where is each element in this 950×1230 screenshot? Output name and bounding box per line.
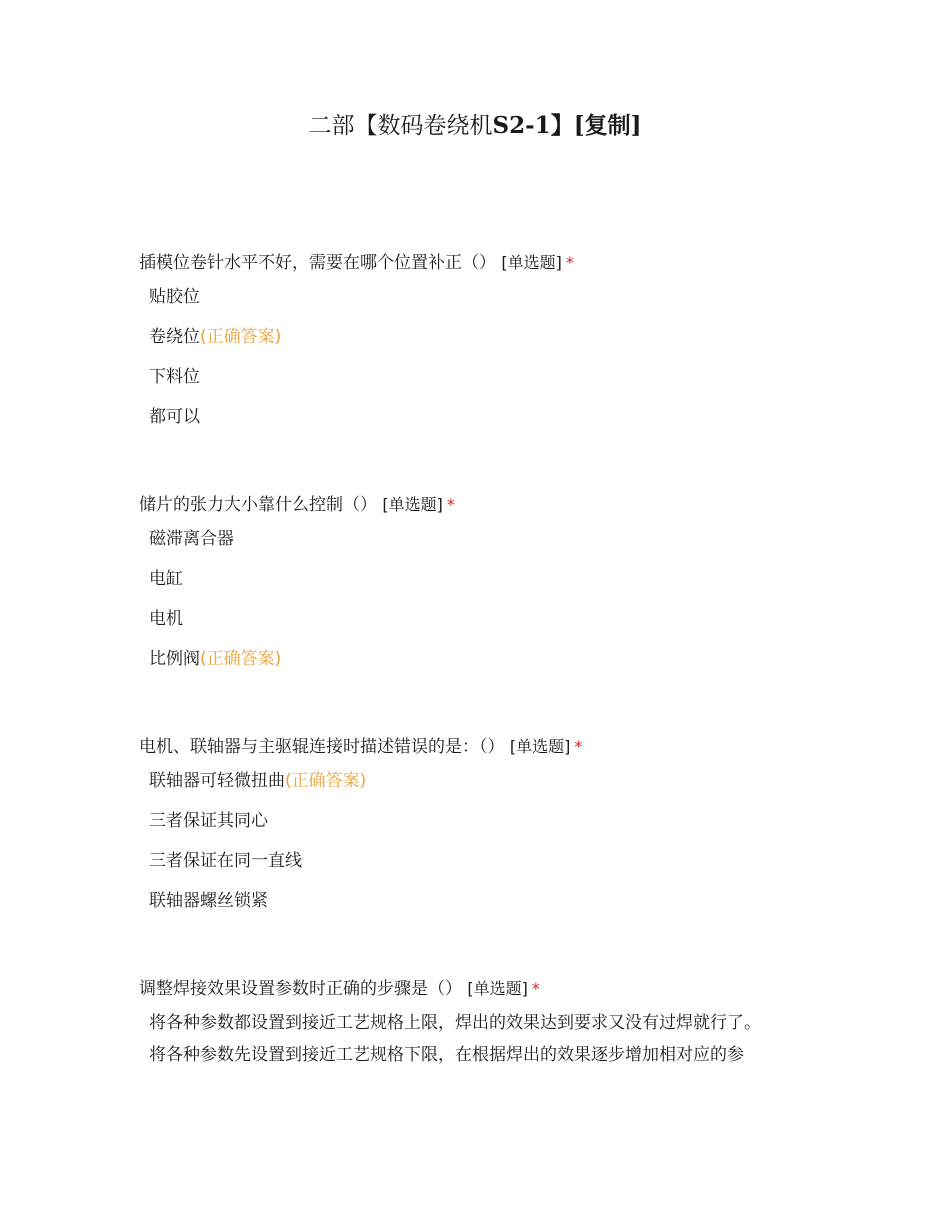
- option-label: 将各种参数先设置到接近工艺规格下限，在根据焊出的效果逐步增加相对应的参: [149, 1045, 744, 1065]
- option-label: 比例阀: [149, 649, 200, 669]
- question-text: [139, 492, 819, 518]
- question-type-label: [单选题]: [382, 495, 443, 514]
- question-stem: 调整焊接效果设置参数时正确的步骤是（）: [139, 979, 462, 999]
- option-item[interactable]: [139, 526, 819, 552]
- correct-answer-marker: (正确答案): [285, 771, 367, 791]
- question-2: [139, 492, 819, 686]
- required-mark: *: [531, 979, 540, 998]
- title-prefix: 二部【数码卷绕机: [308, 113, 493, 139]
- correct-answer-marker: (正确答案): [200, 327, 282, 347]
- document-title: [0, 108, 950, 144]
- option-label: 电缸: [149, 569, 183, 589]
- option-item[interactable]: [139, 404, 819, 430]
- question-1: [139, 250, 819, 444]
- option-label: 联轴器可轻微扭曲: [149, 771, 285, 791]
- title-code: S2-1: [492, 112, 551, 139]
- option-label: 卷绕位: [149, 327, 200, 347]
- question-text: [139, 976, 819, 1002]
- required-mark: *: [565, 253, 574, 272]
- required-mark: *: [574, 737, 583, 756]
- option-item[interactable]: [139, 646, 819, 672]
- option-item[interactable]: [139, 1042, 799, 1068]
- option-item[interactable]: [139, 364, 819, 390]
- question-type-label: [单选题]: [501, 253, 562, 272]
- question-stem: 储片的张力大小靠什么控制（）: [139, 495, 377, 515]
- question-type-label: [单选题]: [509, 737, 571, 756]
- option-label: 将各种参数都设置到接近工艺规格上限，焊出的效果达到要求又没有过焊就行了。: [149, 1013, 761, 1033]
- option-label: 三者保证在同一直线: [149, 851, 302, 871]
- required-mark: *: [446, 495, 455, 514]
- correct-answer-marker: (正确答案): [200, 649, 282, 669]
- option-item[interactable]: [139, 848, 819, 874]
- option-label: 联轴器螺丝锁紧: [149, 891, 268, 911]
- option-label: 贴胶位: [149, 287, 200, 307]
- option-item[interactable]: [139, 888, 819, 914]
- option-item[interactable]: [139, 1010, 799, 1036]
- option-item[interactable]: [139, 808, 819, 834]
- question-stem: 插模位卷针水平不好，需要在哪个位置补正（）: [139, 253, 496, 273]
- option-label: 下料位: [149, 367, 200, 387]
- option-label: 都可以: [149, 407, 200, 427]
- option-label: 磁滞离合器: [149, 529, 234, 549]
- title-suffix: 】[复制]: [550, 112, 642, 139]
- option-item[interactable]: [139, 606, 819, 632]
- question-text: [139, 250, 819, 276]
- option-item[interactable]: [139, 768, 819, 794]
- option-item[interactable]: [139, 324, 819, 350]
- option-item[interactable]: [139, 284, 819, 310]
- option-label: 三者保证其同心: [149, 811, 268, 831]
- question-4: [139, 976, 819, 1074]
- option-item[interactable]: [139, 566, 819, 592]
- question-type-label: [单选题]: [467, 979, 528, 998]
- question-text: [139, 734, 819, 760]
- question-stem: 电机、联轴器与主驱辊连接时描述错误的是：（）: [139, 737, 505, 757]
- option-label: 电机: [149, 609, 183, 629]
- question-3: [139, 734, 819, 928]
